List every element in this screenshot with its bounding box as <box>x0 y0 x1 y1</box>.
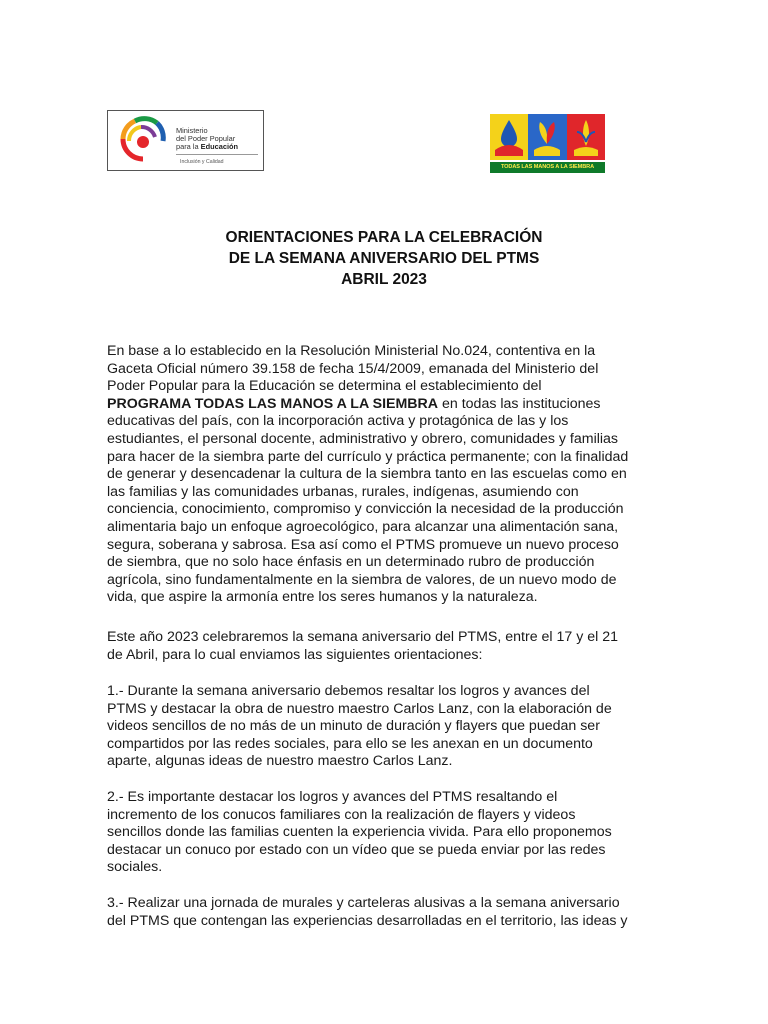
program-name-bold: PROGRAMA TODAS LAS MANOS A LA SIEMBRA <box>107 395 439 412</box>
sprout-icon <box>528 114 566 160</box>
text-line: compartidos por las redes sociales, para ello se les anexan en un documento <box>107 735 593 752</box>
text-line: segura, soberana y sabrosa. Esa así como el PTMS promueve un nuevo proceso <box>107 536 619 553</box>
ptms-logo-panels <box>490 114 605 160</box>
text-line: videos sencillos de no más de un minuto de duración y flayers que puedan ser <box>107 718 600 735</box>
text-line: Gaceta Oficial número 39.158 de fecha 15/4/2009, emanada del Ministerio del <box>107 360 599 377</box>
paragraph-resolution <box>107 343 667 607</box>
title-line-2: DE LA SEMANA ANIVERSARIO DEL PTMS <box>228 250 540 267</box>
text-line: conciencia, conocimiento, compromiso y convicción la necesidad de la producción <box>107 501 624 518</box>
text-line: para hacer de la siembra parte del currículo y práctica permanente; con la finalidad <box>107 448 629 465</box>
ptms-logo <box>490 114 605 174</box>
text-line-with-bold <box>107 396 667 414</box>
text-line: educativas del país, con la incorporación activa y protagónica de las y los <box>107 413 569 430</box>
text-line: 2.- Es importante destacar los logros y avances del PTMS resaltando el <box>107 789 558 805</box>
ministry-logo-line3-bold: Educación <box>200 142 239 151</box>
paragraph-orientation-3 <box>107 895 667 930</box>
text-line: las familias y las comunidades urbanas, rurales, indígenas, asumiendo con <box>107 483 579 500</box>
text-line: En base a lo establecido en la Resolución Ministerial No.024, contentiva en la <box>107 343 596 359</box>
ministry-logo-divider <box>176 154 258 155</box>
hand-plant-icon <box>567 114 605 160</box>
title-line-3: ABRIL 2023 <box>341 271 427 288</box>
text-line: estudiantes, el personal docente, administrativo y obrero, comunidades y familias <box>107 430 619 447</box>
text-line: sencillos donde las familias cuenten la experiencia vivida. Para ello proponemos <box>107 824 612 841</box>
text-line: 1.- Durante la semana aniversario debemos resaltar los logros y avances del <box>107 683 590 699</box>
text-line: Poder Popular para la Educación se determina el establecimiento del <box>107 378 542 395</box>
ptms-panel-blue <box>528 114 566 160</box>
text-line: PTMS y destacar la obra de nuestro maestro Carlos Lanz, con la elaboración de <box>107 700 612 717</box>
text-line: del PTMS que contengan las experiencias desarrolladas en el territorio, las ideas y <box>107 912 628 929</box>
ministry-education-logo <box>107 110 264 171</box>
text-line: aparte, algunas ideas de nuestro maestro Carlos Lanz. <box>107 753 453 770</box>
ptms-logo-caption: TODAS LAS MANOS A LA SIEMBRA <box>490 162 605 173</box>
ministry-logo-line3 <box>176 143 238 151</box>
title-line-1: ORIENTACIONES PARA LA CELEBRACIÓN <box>225 229 543 246</box>
text-line: de generar y desencadenar la cultura de la siembra tanto en las escuelas como en <box>107 466 627 483</box>
text-line: Este año 2023 celebraremos la semana aniversario del PTMS, entre el 17 y el 21 <box>107 629 619 645</box>
ministry-logo-tagline: Inclusión y Calidad <box>180 159 224 165</box>
water-drop-icon <box>490 114 528 160</box>
text-line: incremento de los conucos familiares con la realización de flayers y videos <box>107 806 576 823</box>
document-title <box>0 227 768 290</box>
ministry-logo-line1: Ministerio <box>176 126 208 135</box>
text-line: de Abril, para lo cual enviamos las siguientes orientaciones: <box>107 646 483 663</box>
text-line: 3.- Realizar una jornada de murales y carteleras alusivas a la semana aniversario <box>107 895 620 911</box>
ministry-logo-line2: del Poder Popular <box>176 134 236 143</box>
text-line: agrícola, sino fundamentalmente en la siembra de valores, de un nuevo modo de <box>107 571 617 588</box>
text-line: alimentaria bajo un enfoque agroecológico, para alcanzar una alimentación sana, <box>107 518 619 535</box>
ptms-panel-yellow <box>490 114 528 160</box>
ministry-emblem-icon <box>113 115 173 165</box>
ptms-panel-red <box>567 114 605 160</box>
text-fragment: en todas las instituciones <box>442 395 601 412</box>
paragraph-orientation-2 <box>107 789 667 877</box>
text-line: destacar un conuco por estado con un vídeo que se pueda enviar por las redes <box>107 841 606 858</box>
text-line: vida, que aspire la armonía entre los seres humanos y la naturaleza. <box>107 589 538 606</box>
ministry-logo-line3-prefix: para la <box>176 142 201 151</box>
paragraph-orientation-1 <box>107 683 667 771</box>
text-line: sociales. <box>107 859 163 876</box>
text-line: de siembra, que no solo hace énfasis en un determinado rubro de producción <box>107 554 595 571</box>
paragraph-celebration-dates <box>107 629 667 664</box>
